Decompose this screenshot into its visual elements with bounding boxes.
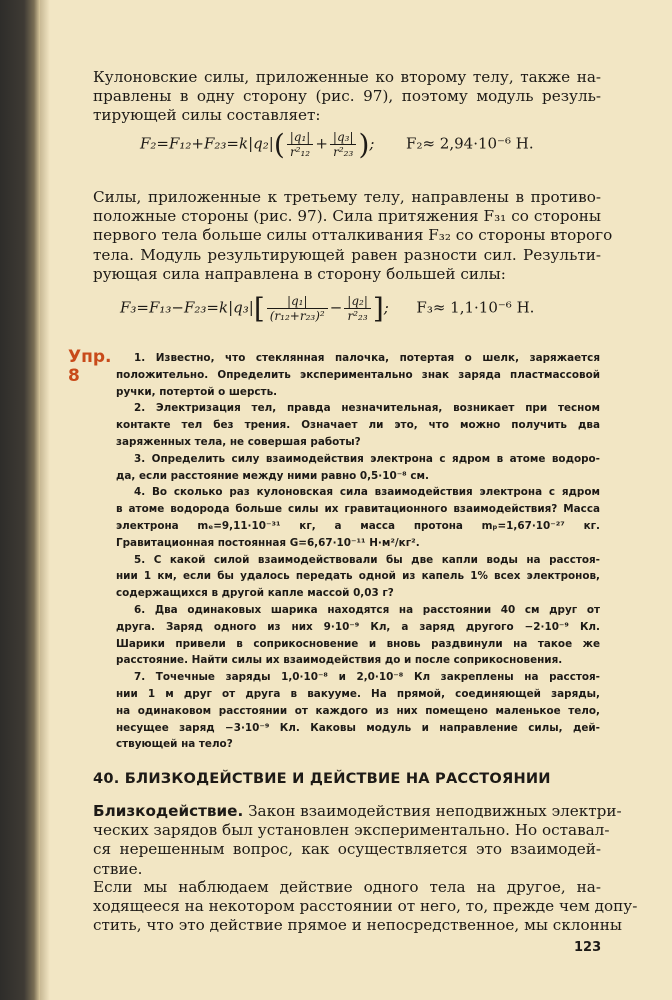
formula-separator: ; (369, 134, 375, 153)
exercise-line: содержащихся в другой капле массой 0,03 г? (116, 587, 394, 600)
exercise-line: да, если расстояние между ними равно 0,5·10⁻⁸ см. (116, 469, 429, 482)
exercise-line: ствующей на тело? (116, 738, 233, 751)
exercise-list (116, 350, 600, 753)
exercise-label (68, 348, 111, 386)
text-line: Кулоновские силы, приложенные ко второму телу, также на- (93, 68, 601, 86)
text-line: правлены в одну сторону (рис. 97), поэтому модуль резуль- (93, 87, 601, 106)
exercise-line: 3. Определить силу взаимодействия электрона с ядром в атоме водоро- (134, 452, 600, 465)
exercise-line: друга. Заряд одного из них 9·10⁻⁹ Кл, а заряд другого −2·10⁻⁹ Кл. (116, 620, 600, 633)
formula-result: F₂≈ 2,94·10⁻⁶ Н. (406, 134, 534, 153)
exercise-line: несущее заряд −3·10⁻⁹ Кл. Каковы модуль и направление силы, дей- (116, 721, 600, 734)
formula-separator: ; (383, 298, 389, 317)
exercise-line: 5. С какой силой взаимодействовали бы две капли воды на расстоя- (134, 553, 600, 566)
text-line: рующая сила направлена в сторону большей силы: (93, 264, 506, 283)
text-line: стить, что это действие прямое и непосредственное, мы склонны (93, 916, 622, 935)
exercise-line: 6. Два одинаковых шарика находятся на расстоянии 40 см друг от (134, 603, 600, 616)
text-line: тела. Модуль результирующей равен разности сил. Результи- (93, 245, 601, 264)
exercise-line: 7. Точечные заряды 1,0·10⁻⁸ и 2,0·10⁻⁸ Кл закреплены на расстоя- (134, 671, 600, 684)
fraction-numerator: |q₂| (344, 294, 371, 309)
text-line: положные стороны (рис. 97). Сила притяжения F₃₁ со стороны (93, 207, 601, 226)
fraction-numerator: |q₁| (267, 294, 328, 309)
exercise-line: 2. Электризация тел, правда незначительная, возникает при тесном (134, 402, 600, 415)
fraction-denominator: r²₂₃ (333, 145, 354, 159)
text-line: ходящееся на некотором расстоянии от него, то, прежде чем допу- (93, 897, 638, 916)
exercise-line: нии 1 км, если бы удалось передать одной из капель 1% всех электронов, (116, 570, 600, 583)
exercise-line: 1. Известно, что стеклянная палочка, потертая о шелк, заряжается (134, 352, 600, 364)
formula-lhs: F₂=F₁₂+F₂₃=k|q₂| (140, 134, 274, 153)
page-edge-shadow (40, 0, 50, 1000)
section-heading: 40. БЛИЗКОДЕЙСТВИЕ И ДЕЙСТВИЕ НА РАССТОЯНИИ (93, 770, 551, 787)
text-line: ческих зарядов был установлен экспериментально. Но оставал- (93, 821, 610, 840)
exercise-line: на одинаковом расстоянии от каждого из них помещено маленькое тело, (116, 704, 600, 717)
fraction-numerator: |q₃| (330, 130, 357, 145)
text-line: ствие. (93, 859, 143, 878)
exercise-line: Гравитационная постоянная G=6,67·10⁻¹¹ Н·м²/кг². (116, 536, 420, 549)
exercise-line: 4. Во сколько раз кулоновская сила взаимодействия электрона с ядром (134, 486, 600, 499)
paragraph-3 (93, 802, 622, 879)
run-in-heading: Близкодействие. (93, 802, 244, 820)
fraction-numerator: |q₁| (287, 130, 314, 145)
exercise-line: Шарики привели в соприкосновение и вновь раздвинули на такое же (116, 637, 600, 650)
formula-lhs: F₃=F₁₃−F₂₃=k|q₃| (120, 298, 254, 317)
exercise-line: нии 1 м друг от друга в вакууме. На прямой, соединяющей заряды, (116, 687, 600, 700)
exercise-line: в атоме водорода больше силы их гравитационного взаимодействия? Масса (116, 503, 600, 516)
exercise-label-word: Упр. (68, 347, 112, 367)
text-line: Закон взаимодействия неподвижных электри- (243, 802, 622, 820)
fraction-denominator: r²₁₂ (289, 145, 311, 159)
paragraph-4 (93, 878, 638, 936)
exercise-line: расстояние. Найти силы их взаимодействия до и после соприкосновения. (116, 654, 563, 667)
page-number: 123 (574, 940, 602, 955)
formula-result: F₃≈ 1,1·10⁻⁶ Н. (416, 298, 535, 317)
formula-f3: F₃=F₁₃−F₂₃=k|q₃|[ $\frac{\text{|q₁|}}{\text{(r₁₂+r₂₃)²}}$ − $\frac{\text{|q₂|}}{\text{r²₂₃}}$ ]; F₃≈ 1,1·10⁻⁶ Н. (120, 292, 535, 325)
text-line: первого тела больше силы отталкивания F₃₂ со стороны второго (93, 226, 613, 245)
text-line: ся нерешенным вопрос, как осуществляется это взаимодей- (93, 840, 601, 859)
fraction-denominator: r²₂₃ (347, 309, 368, 323)
text-line: Силы, приложенные к третьему телу, направлены в противо- (93, 188, 601, 206)
exercise-line: заряженных тела, не совершая работы? (116, 435, 361, 448)
exercise-line: положительно. Определить экспериментально знак заряда пластмассовой (116, 368, 600, 381)
paragraph-2 (93, 188, 613, 284)
text-line: Если мы наблюдаем действие одного тела на другое, на- (93, 878, 601, 896)
exercise-line: электрона mₑ=9,11·10⁻³¹ кг, а масса протона mₚ=1,67·10⁻²⁷ кг. (116, 519, 600, 532)
fraction-denominator: (r₁₂+r₂₃)² (269, 309, 325, 323)
book-binding (0, 0, 40, 1000)
text-line: тирующей силы составляет: (93, 106, 321, 125)
exercise-line: контакте тел без трения. Означает ли это, что можно получить два (116, 419, 600, 432)
exercise-line: ручки, потертой о шерсть. (116, 385, 278, 398)
formula-f2: F₂=F₁₂+F₂₃=k|q₂|( $\frac{\text{|q₁|}}{\text{r²₁₂}}$ + $\frac{\text{|q₃|}}{\text{r²₂₃}}$ ); F₂≈ 2,94·10⁻⁶ Н. (140, 128, 534, 161)
exercise-label-number: 8 (68, 366, 80, 386)
paragraph-1 (93, 68, 601, 126)
